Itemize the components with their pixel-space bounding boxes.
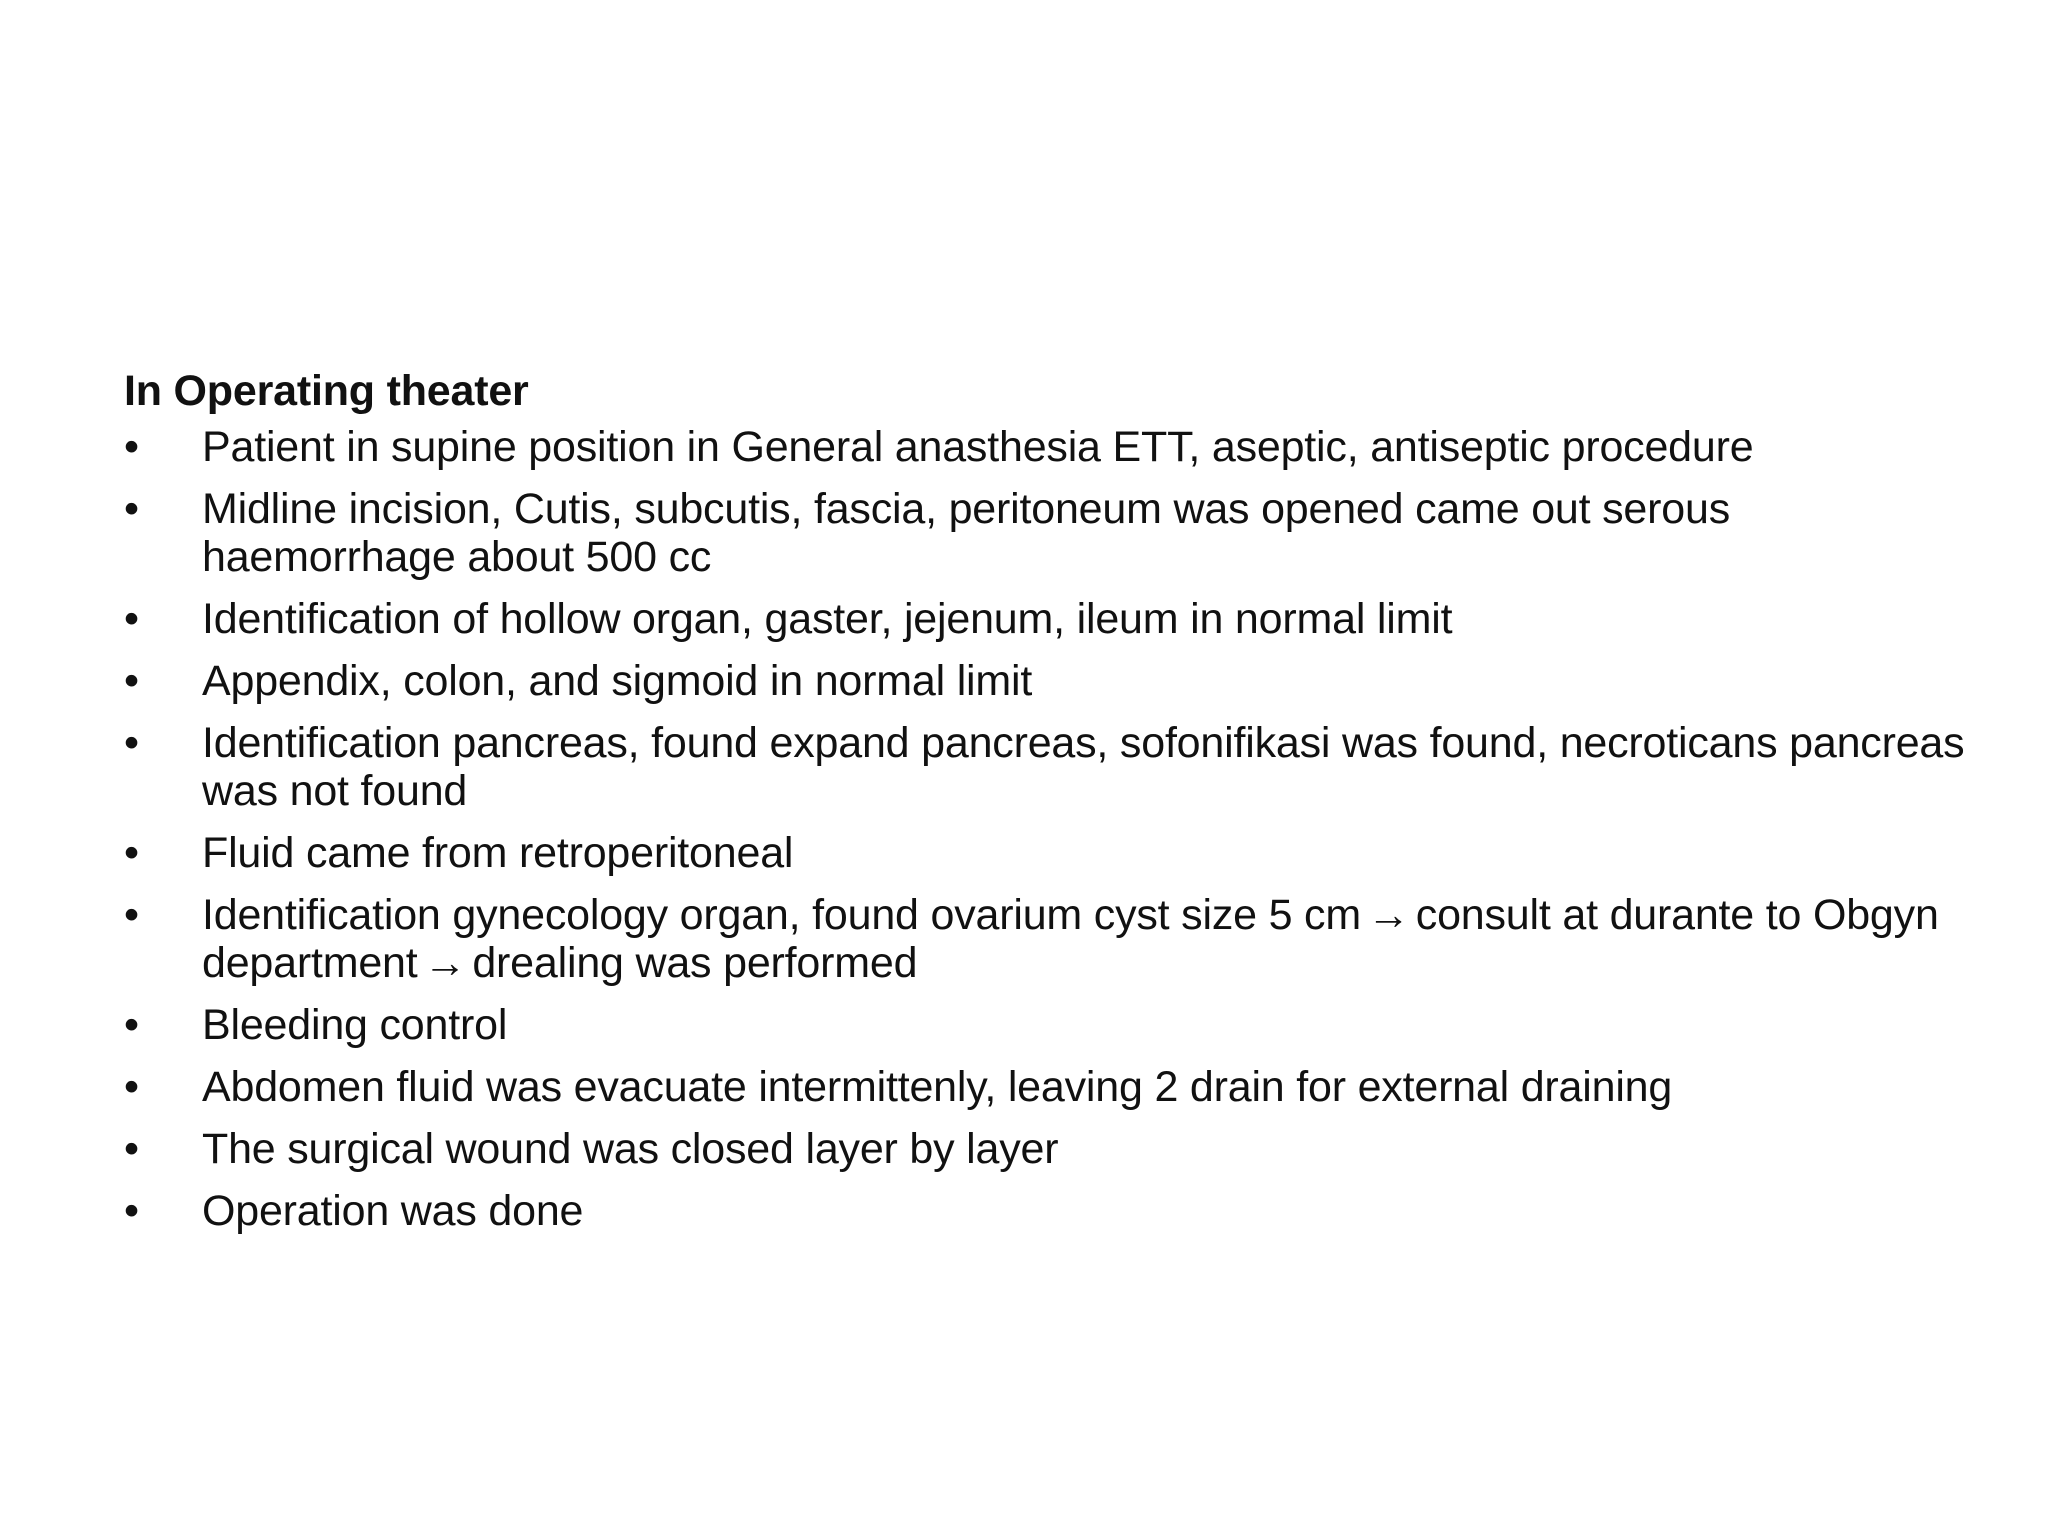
bullet-icon: • xyxy=(124,595,139,643)
bullet-list xyxy=(124,423,1984,1235)
list-item xyxy=(124,485,1984,581)
slide-content xyxy=(124,366,1984,1249)
list-item xyxy=(124,657,1984,705)
bullet-icon: • xyxy=(124,1001,139,1049)
list-item-text-part: drealing was performed xyxy=(472,939,918,987)
slide-heading: In Operating theater xyxy=(124,367,529,415)
list-item-text: Patient in supine position in General anasthesia ETT, aseptic, antiseptic procedure xyxy=(202,423,1754,471)
bullet-icon: • xyxy=(124,1063,139,1111)
list-item xyxy=(124,423,1984,471)
bullet-icon: • xyxy=(124,1125,139,1173)
list-item xyxy=(124,719,1984,815)
list-item-text: Appendix, colon, and sigmoid in normal limit xyxy=(202,657,1033,705)
list-item xyxy=(124,829,1984,877)
bullet-icon: • xyxy=(124,485,139,533)
right-arrow-icon: → xyxy=(423,939,467,987)
list-item-text: Abdomen fluid was evacuate intermittenly, leaving 2 drain for external draining xyxy=(202,1063,1673,1111)
right-arrow-icon: → xyxy=(1366,891,1410,939)
bullet-icon: • xyxy=(124,829,139,877)
list-item-text-part: consult at durante to Obgyn department xyxy=(202,891,1939,987)
list-item xyxy=(124,1125,1984,1173)
list-item xyxy=(124,891,1984,987)
list-item-text: The surgical wound was closed layer by layer xyxy=(202,1125,1059,1173)
list-item-text: Fluid came from retroperitoneal xyxy=(202,829,794,877)
list-item-text: Bleeding control xyxy=(202,1001,508,1049)
list-item-text: Midline incision, Cutis, subcutis, fascia, peritoneum was opened came out serous haemorrhage about 500 cc xyxy=(202,485,1730,581)
bullet-icon: • xyxy=(124,423,139,471)
list-item-text: Identification pancreas, found expand pancreas, sofonifikasi was found, necroticans pancreas was not found xyxy=(202,719,1965,815)
list-item xyxy=(124,1001,1984,1049)
list-item xyxy=(124,595,1984,643)
list-item-text: Operation was done xyxy=(202,1187,584,1235)
list-item xyxy=(124,1187,1984,1235)
list-item-text xyxy=(202,891,1939,987)
list-item-text: Identification of hollow organ, gaster, jejenum, ileum in normal limit xyxy=(202,595,1453,643)
bullet-icon: • xyxy=(124,891,139,939)
bullet-icon: • xyxy=(124,657,139,705)
bullet-icon: • xyxy=(124,719,139,767)
list-item-text-part: Identification gynecology organ, found ovarium cyst size 5 cm xyxy=(202,891,1361,939)
list-item xyxy=(124,1063,1984,1111)
bullet-icon: • xyxy=(124,1187,139,1235)
